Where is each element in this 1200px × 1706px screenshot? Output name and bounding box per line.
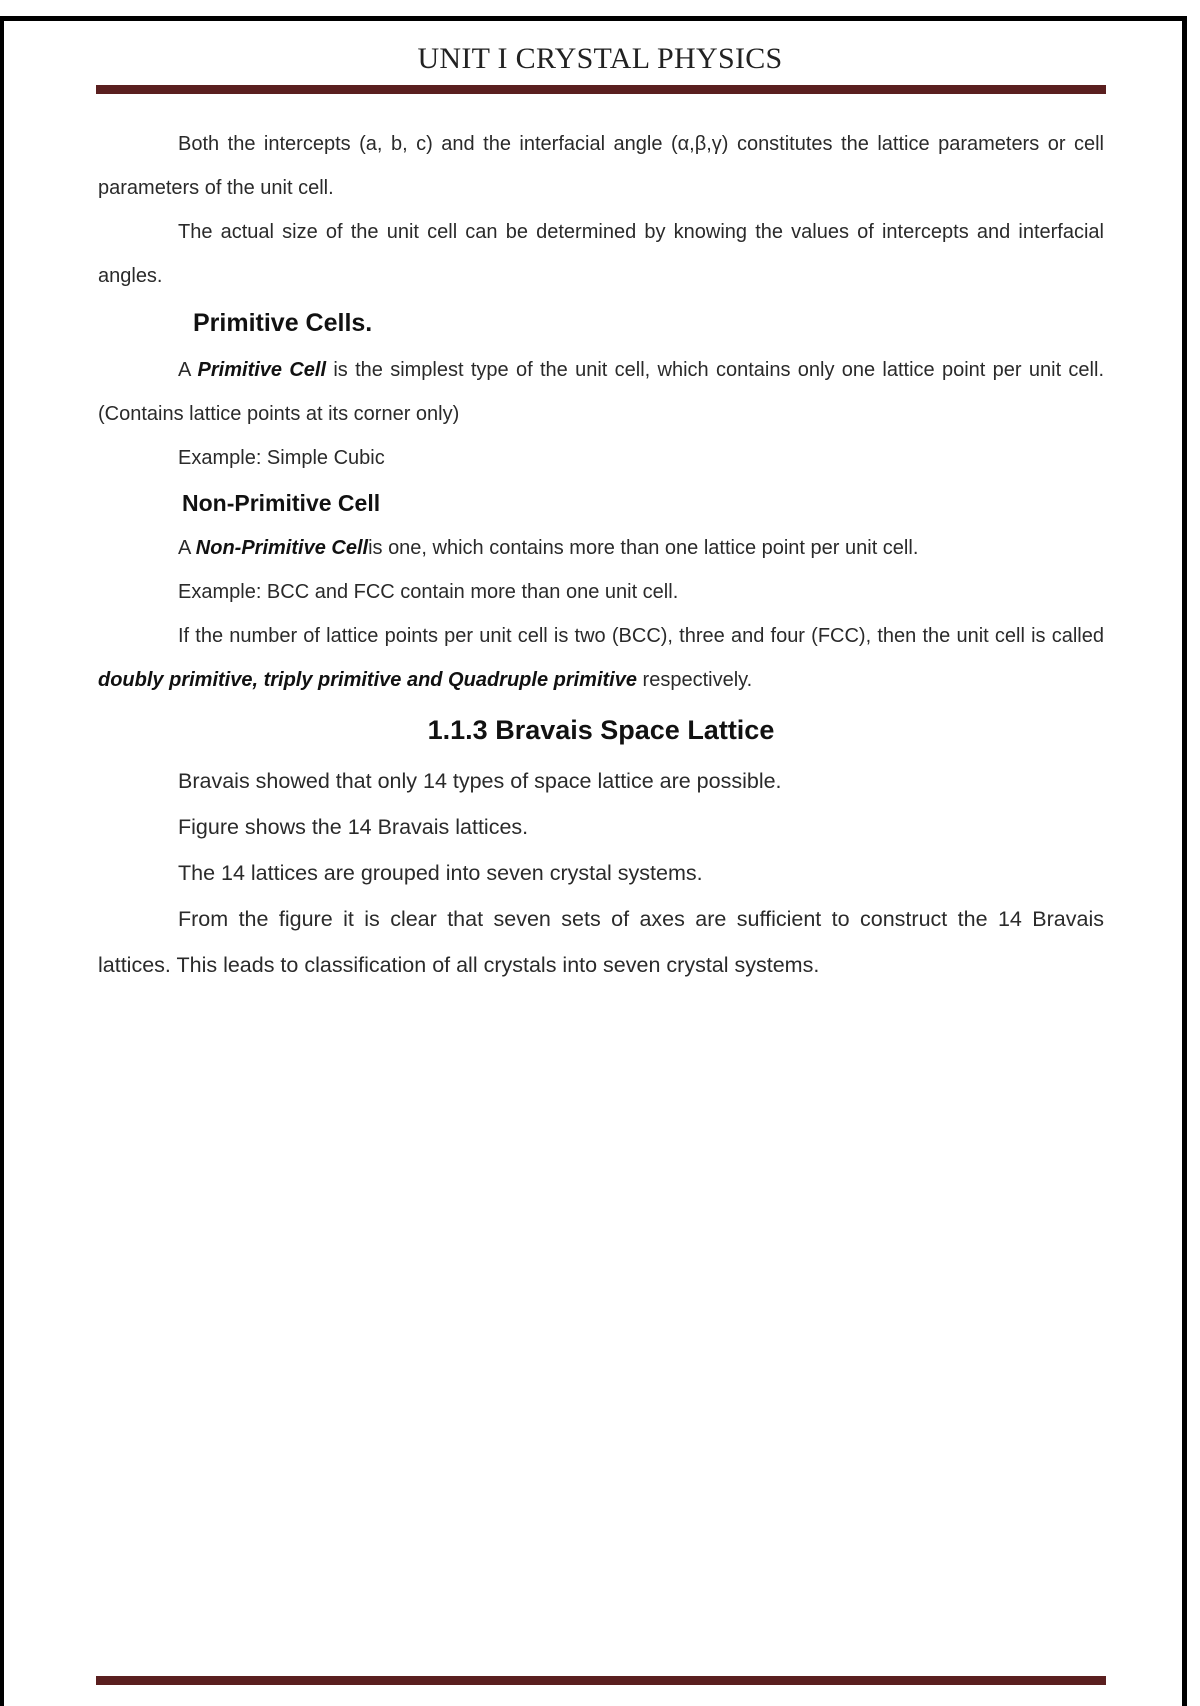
heading-non-primitive-cell: Non-Primitive Cell	[182, 490, 381, 516]
paragraph-lattice-parameters: Both the intercepts (a, b, c) and the interfacial angle (α,β,γ) constitutes the lattice parameters or cell parameters of the unit cell.	[98, 133, 1104, 199]
example-non-primitive: Example: BCC and FCC contain more than one unit cell.	[178, 581, 679, 603]
heading-bravais-space-lattice: 1.1.3 Bravais Space Lattice	[427, 715, 775, 745]
text-fragment: is the simplest type of the unit cell, which contains only one lattice point per unit cell. (Contains lattice points at its corner only)	[98, 359, 1104, 425]
text-fragment: If the number of lattice points per unit cell is two (BCC), three and four (FCC), then the unit cell is called	[178, 625, 1104, 647]
term-non-primitive-cell: Non-Primitive Cell	[195, 537, 369, 559]
bravais-line-4: From the figure it is clear that seven sets of axes are sufficient to construct the 14 Bravais lattices. This leads to classification of all crystals into seven crystal systems.	[98, 907, 1104, 977]
example-primitive: Example: Simple Cubic	[178, 447, 385, 469]
bravais-line-2: Figure shows the 14 Bravais lattices.	[178, 815, 529, 839]
paragraph-primitive-definition	[98, 348, 1104, 436]
text-fragment: respectively.	[636, 669, 753, 691]
text-fragment: A	[178, 537, 196, 559]
heading-primitive-cells: Primitive Cells.	[193, 309, 373, 337]
bravais-line-1: Bravais showed that only 14 types of space lattice are possible.	[178, 769, 782, 793]
page-header-title: UNIT I CRYSTAL PHYSICS	[417, 42, 783, 75]
paragraph-unit-cell-size: The actual size of the unit cell can be determined by knowing the values of intercepts and interfacial angles.	[98, 221, 1104, 287]
term-primitive-cell: Primitive Cell	[197, 359, 327, 381]
text-fragment: A	[178, 359, 198, 381]
paragraph-non-primitive-definition	[98, 526, 1104, 570]
term-multiple-primitive: doubly primitive, triply primitive and Quadruple primitive	[98, 669, 637, 691]
header-rule	[96, 85, 1106, 94]
document-body	[98, 122, 1104, 988]
text-fragment: is one, which contains more than one lattice point per unit cell.	[368, 537, 919, 559]
footer-rule	[96, 1676, 1106, 1685]
paragraph-multiple-primitive	[98, 614, 1104, 702]
bravais-line-3: The 14 lattices are grouped into seven crystal systems.	[178, 861, 703, 885]
